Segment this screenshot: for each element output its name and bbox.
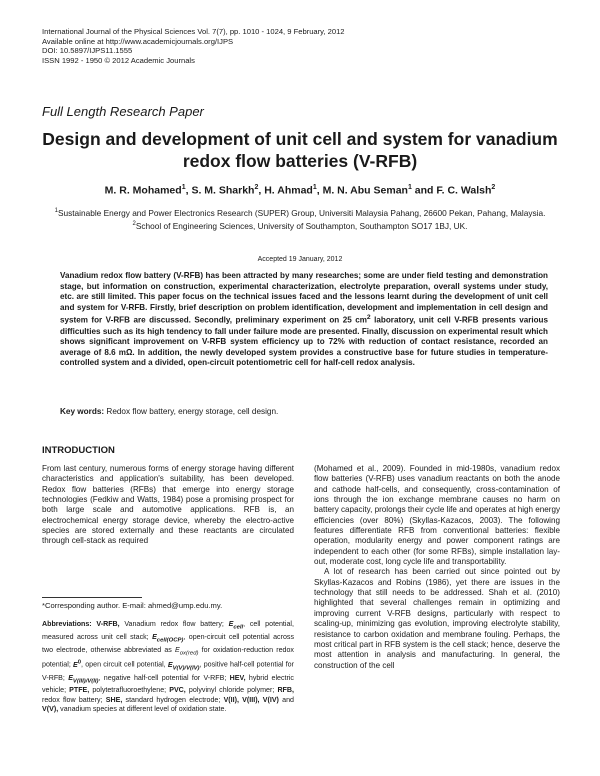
affiliations [45,206,555,232]
abbr-def: , positive half-cell potential for V-RFB; [42,660,294,682]
abbr-term: PVC, [169,686,186,695]
keywords-label: Key words: [60,407,105,416]
author-separator: and [411,184,437,197]
left-column-text: From last century, numerous forms of energy storage having different characteristics and application's suitability, has been developed. Redox flow batteries (RFBs) that emerge into energy storage technologies (Fedkiw and Watts, 1984) pose a promising prospect for both large scale and automotive applications. RFB is, an electrochemical energy storage device, whereby the electro-active species are stored externally and these reactants are circulated through cell-stack as required [42,464,294,546]
author-affiliation-mark: 1 [407,184,412,191]
author-affiliation-mark: 1 [312,184,317,191]
abbr-def: polyvinyl chloride polymer; [185,686,278,695]
right-column [314,464,560,671]
journal-url[interactable]: Available online at http://www.academicjournals.org/IJPS [42,36,234,46]
author-separator: , [316,184,323,197]
abbr-def: standard hydrogen electrode; [122,695,224,704]
abbr-subscript: ox(red) [179,650,199,657]
corresponding-author: *Corresponding author. E-mail: ahmed@ump.edu.my. [42,601,223,610]
abstract-text: Vanadium redox flow battery (V-RFB) has been attracted by many researches; some are under field testing and demonstration stage, but information on construction, experimental characterization, electrolyte preparation, overall systems under study, etc. are still limited. This paper focus on the technical issues faced and the lessons learnt during the development of unit cell and system for V-RFB. Firstly, brief description on problem identification, development and implementation in cell design and system for V-RFB are discussed. Secondly, preliminary experiment on 25 cm [60,271,548,326]
author-separator: , [185,184,192,197]
abbr-subscript: V(III)/V(II) [72,678,99,685]
author-affiliation-mark: 1 [181,184,186,191]
abbreviations-label: Abbreviations: [42,620,92,628]
affiliation-text: Sustainable Energy and Power Electronics Research (SUPER) Group, Universiti Malaysia Pahang, 26600 Pekan, Pahang, Malaysia. [57,207,546,218]
author-list [30,184,570,197]
abbr-term: E [73,660,78,669]
abbr-term: E [68,673,73,682]
abbr-def: redox flow battery; [42,695,106,704]
abbr-def: , open circuit cell potential, [81,660,168,669]
abbr-term: PTFE, [69,686,90,695]
journal-header [42,27,345,65]
author-name: F. C. Walsh [436,184,492,197]
affiliation-mark: 1 [54,208,58,214]
abstract-superscript: 2 [366,314,371,322]
abbr-term: V-RFB, [96,620,120,628]
affiliation-mark: 2 [132,220,136,227]
abbr-def: polytetrafluoroethylene; [89,686,170,695]
paper-type: Full Length Research Paper [42,104,204,119]
abbr-subscript: cell(OCP) [156,637,184,644]
author-name: M. N. Abu Seman [322,184,408,197]
abbreviations [42,620,294,715]
abbr-subscript: cell [233,624,244,631]
abbr-term: V(V), [42,705,59,714]
abbr-term: E [167,660,173,669]
abbr-subscript: V(V)/V(IV) [172,665,200,672]
doi: DOI: 10.5897/IJPS11.1555 [42,46,133,56]
issn: ISSN 1992 - 1950 © 2012 Academic Journals [42,55,195,65]
abbr-superscript: 0 [77,659,82,666]
abbr-def: , negative half-cell potential for V-RFB; [98,673,230,682]
abbr-term: SHE, [105,695,123,704]
abbr-term: V(II), V(III), V(IV) [223,695,279,704]
author-affiliation-mark: 2 [254,184,259,191]
author-separator: , [258,184,265,197]
abbr-term: HEV, [229,673,246,682]
abbr-term: E [152,632,157,641]
abstract-text: laboratory, unit cell V-RFB presents various difficulties such as its high tendency to fall under failure mode are presented. Finally, discussion on experimental result which shows significant improvement on V-RFB system efficiency up to 72% with reduction of contact resistance, recorded an average of 8.6 mΩ. In addition, the newly developed system provides a constructive base for future studies in temperature-controlled system and a divided, open-circuit potentiometric cell for half-cell redox analysis. [60,316,548,368]
abbr-def: and [278,695,294,704]
section-heading: INTRODUCTION [42,445,115,456]
author-name: S. M. Sharkh [191,184,255,197]
author-affiliation-mark: 2 [491,184,496,191]
paper-title: Design and development of unit cell and system for vanadium redox flow batteries (V-RFB) [42,129,558,171]
journal-citation: International Journal of the Physical Sciences Vol. 7(7), pp. 1010 - 1024, 9 February, 2012 [42,27,345,36]
affiliation-2 [45,219,555,232]
abstract [60,271,548,369]
abbr-def: , cell potential, measured across unit cell stack; [42,620,294,641]
paragraph: A lot of research has been carried out since pointed out by Skyllas-Kazacos and Robins (1986), yet there are issues in the technology that still needs to be addressed. Shah et al. (2010) highlighted that several challenges remain in optimizing and improving current V-RFB designs, particularly with respect to scaling-up, minimizing gas evolution, improving electrolyte stability, resistance to carbon oxidation and membrane fouling. Perhaps, the most critical part in RFB system is the cell stack; hence, deserve the most attention in analysis and manufacturing. In general, the construction of the cell [314,567,560,670]
abbr-term: RFB, [277,686,294,695]
affiliation-1 [45,206,555,219]
abbr-def: hybrid electric vehicle; [42,673,294,695]
abbr-term: E [175,645,180,654]
abbr-def: , open-circuit cell potential across two electrode, otherwise abbreviated as [42,632,294,654]
paragraph: (Mohamed et al., 2009). Founded in mid-1980s, vanadium redox flow batteries (V-RFB) uses vanadium reactants on both the anode and cathode half-cells, and consequently, cross-contamination of ions through the ion exchange membrane causes no harm on battery capacity, prolongs their cycle life and operates at high energy efficiencies (over 80%) (Skyllas-Kazacos, 2003). The following features differentiate RFB from conventional batteries: flexible operation, modularity energy and power component ratings are independent to each other (for some RFBs), simple installation lay-out, moderate cost, long cycle life and transportability. [314,464,560,567]
author-name: M. R. Mohamed [104,184,182,197]
abbr-def: for oxidation-reduction redox potential; [42,645,294,669]
abbr-def: Vanadium redox flow battery; [119,620,229,628]
keywords [60,407,548,416]
accepted-date: Accepted 19 January, 2012 [257,256,343,263]
author-name: H. Ahmad [264,184,313,197]
affiliation-text: School of Engineering Sciences, University of Southampton, Southampton SO17 1BJ, UK. [135,220,468,231]
footnote-divider [42,597,142,598]
keywords-text: Redox flow battery, energy storage, cell design. [104,407,279,416]
abbr-term: E [228,620,234,628]
abbr-def: vanadium species at different level of oxidation state. [58,705,227,714]
